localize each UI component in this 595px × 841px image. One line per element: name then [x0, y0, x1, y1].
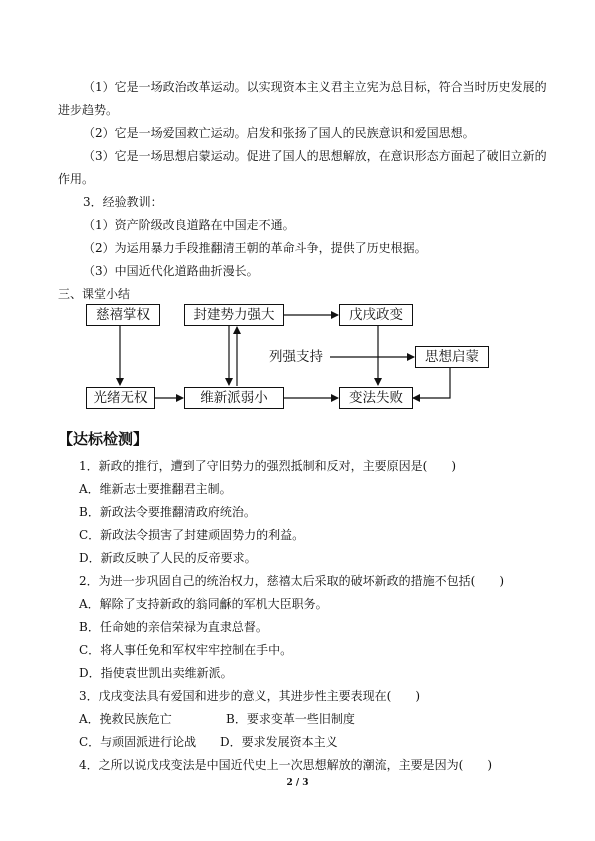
significance-item-1-cont: 进步趋势。 [58, 103, 119, 117]
node-feudal-power: 封建势力强大 [184, 304, 284, 326]
arrow-enlighten-to-failure [413, 368, 450, 398]
option-line: D．新政反映了人民的反帝要求。 [79, 551, 257, 565]
question-3: 3．戊戌变法具有爱国和进步的意义，其进步性主要表现在( ) [79, 689, 421, 703]
q3-option-a: A．挽救民族危亡 [79, 712, 172, 726]
question-2: 2．为进一步巩固自己的统治权力，慈禧太后采取的破坏新政的措施不包括( ) [79, 574, 505, 588]
lessons-heading: 3．经验教训： [83, 195, 163, 209]
significance-item-1: （1）它是一场政治改革运动。以实现资本主义君主立宪为总目标，符合当时历史发展的 [83, 80, 547, 94]
option-line: B．任命她的亲信荣禄为直隶总督。 [79, 620, 268, 634]
significance-item-3-cont: 作用。 [58, 172, 95, 186]
node-enlightenment: 思想启蒙 [415, 346, 489, 368]
lesson-item: （3）中国近代化道路曲折漫长。 [83, 264, 259, 278]
option-line: C．新政法令损害了封建顽固势力的利益。 [79, 528, 305, 542]
question-4: 4．之所以说戊戌变法是中国近代史上一次思想解放的潮流，主要是因为( ) [79, 758, 493, 772]
test-heading: 【达标检测】 [58, 430, 149, 448]
significance-item-2: （2）它是一场爱国救亡运动。启发和张扬了国人的民族意识和爱国思想。 [83, 126, 475, 140]
q3-option-b: B．要求变革一些旧制度 [226, 712, 355, 726]
node-reform-failure: 变法失败 [339, 387, 413, 409]
node-reformers-weak: 维新派弱小 [184, 387, 284, 409]
option-line: A．维新志士要推翻君主制。 [79, 482, 232, 496]
lesson-item: （2）为运用暴力手段推翻清王朝的革命斗争，提供了历史根据。 [83, 241, 427, 255]
node-cixi: 慈禧掌权 [86, 304, 160, 326]
q3-option-c: C．与顽固派进行论战 [79, 735, 197, 749]
node-wuxu-coup: 戊戌政变 [339, 304, 413, 326]
significance-item-3: （3）它是一场思想启蒙运动。促进了国人的思想解放，在意识形态方面起了破旧立新的 [83, 149, 547, 163]
node-guangxu: 光绪无权 [86, 387, 155, 409]
option-line: D．指使袁世凯出卖维新派。 [79, 666, 233, 680]
option-line: C．将人事任免和军权牢牢控制在手中。 [79, 643, 293, 657]
summary-heading: 三、课堂小结 [58, 287, 131, 301]
option-line: B．新政法令要推翻清政府统治。 [79, 505, 256, 519]
page-number: 2 / 3 [286, 778, 309, 788]
label-powers-support: 列强支持 [262, 348, 330, 366]
option-line: A．解除了支持新政的翁同龢的军机大臣职务。 [79, 597, 328, 611]
lesson-item: （1）资产阶级改良道路在中国走不通。 [83, 218, 295, 232]
question-1: 1．新政的推行，遭到了守旧势力的强烈抵制和反对，主要原因是( ) [79, 459, 457, 473]
q3-option-d: D．要求发展资本主义 [220, 735, 338, 749]
